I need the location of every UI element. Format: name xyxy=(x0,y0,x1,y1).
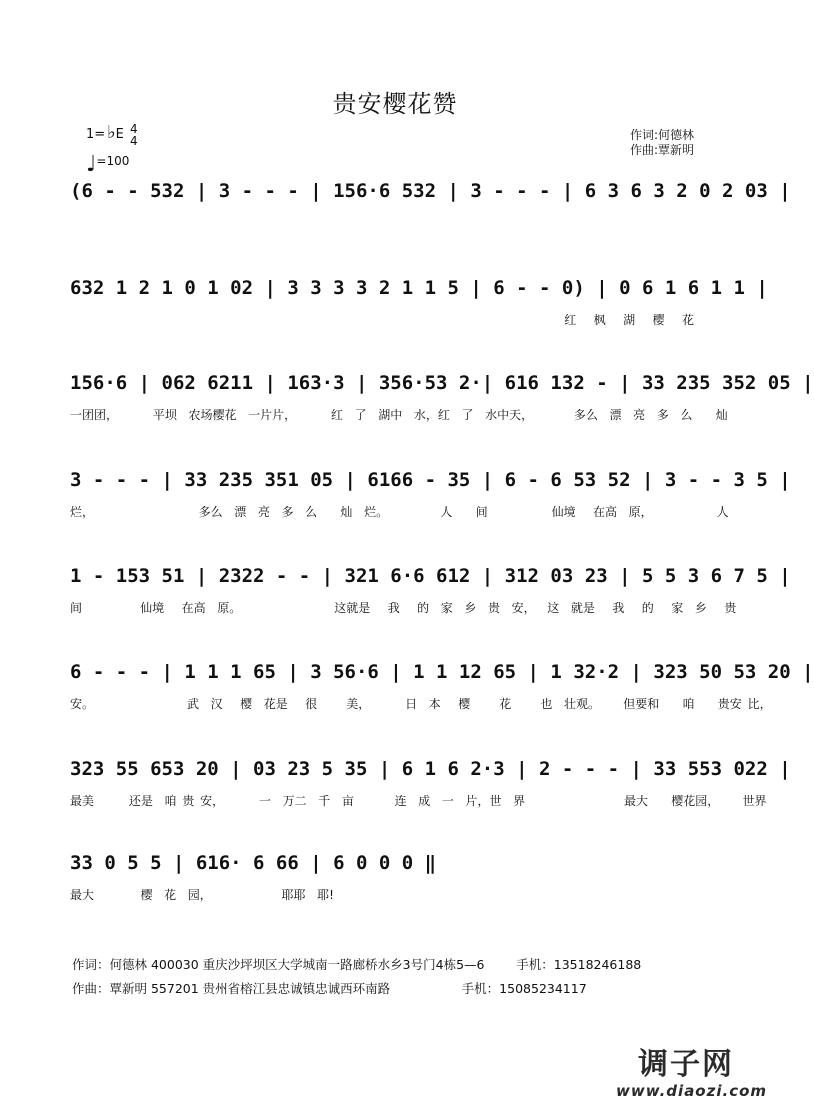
notation-line: 6 - - - | 1 1 1 65 | 3 56·6 | 1 1 12 65 | 1 32·2 | 323 50 53 20 | xyxy=(70,661,814,683)
time-signature-top: 4 xyxy=(130,121,138,136)
score-line-4 xyxy=(70,467,791,521)
lyrics-line xyxy=(70,214,730,232)
lyrics-line: 安。 武 汉 樱 花是 很 美， 日 本 樱 花 也 壮观。 但要和 咱 贵安 比， xyxy=(70,697,772,711)
key-prefix: 1= xyxy=(86,127,106,142)
time-signature xyxy=(130,123,138,147)
score-line-1 xyxy=(70,178,791,232)
lyrics-line: 间 仙境 在高 原。 这就是 我 的 家 乡 贵 安， 这 就是 我 的 家 乡 贵 xyxy=(70,601,737,615)
score-line-8 xyxy=(70,850,730,904)
footer-composer-contact: 作曲：覃新明 557201 贵州省榕江县忠诚镇忠诚西环南路 手机：15085234117 xyxy=(72,981,587,996)
tempo-marking xyxy=(86,152,129,177)
logo-text: 调子网 xyxy=(638,1047,734,1082)
notation-line: 156·6 | 062 6211 | 163·3 | 356·53 2·| 616 132 - | 33 235 352 05 | xyxy=(70,372,814,394)
notation-line: 632 1 2 1 0 1 02 | 3 3 3 3 2 1 1 5 | 6 - - 0) | 0 6 1 6 1 1 | xyxy=(70,277,768,299)
song-title: 贵安樱花赞 xyxy=(332,90,458,118)
lyrics-line: 烂， 多么 漂 亮 多 么 灿 烂。 人 间 仙境 在高 原， 人 xyxy=(70,505,729,519)
score-line-3 xyxy=(70,370,814,424)
tempo-value: =100 xyxy=(96,154,130,168)
notation-line: 33 0 5 5 | 616· 6 66 | 6 0 0 0 ‖ xyxy=(70,852,437,874)
notation-line: 323 55 653 20 | 03 23 5 35 | 6 1 6 2·3 | 2 - - - | 33 553 022 | xyxy=(70,758,791,780)
lyricist-credit: 作词:何德林 xyxy=(630,128,695,142)
notation-line: 3 - - - | 33 235 351 05 | 6166 - 35 | 6 - 6 53 52 | 3 - - 3 5 | xyxy=(70,469,791,491)
score-line-7 xyxy=(70,756,791,810)
notation-line: 1 - 153 51 | 2322 - - | 321 6·6 612 | 312 03 23 | 5 5 3 6 7 5 | xyxy=(70,565,791,587)
site-logo xyxy=(616,1047,768,1100)
lyrics-line: 红 枫 湖 樱 花 xyxy=(70,313,695,327)
composer-credit: 作曲:覃新明 xyxy=(630,143,695,157)
score-line-5 xyxy=(70,563,791,617)
lyrics-line: 最美 还是 咱 贵 安， 一 万二 千 亩 连 成 一 片，世 界 最大 樱花园， 世界 xyxy=(70,794,767,808)
time-signature-bottom: 4 xyxy=(130,133,138,148)
score-line-2 xyxy=(70,275,768,329)
key-signature xyxy=(86,122,138,147)
logo-url: www.diaozi.com xyxy=(616,1082,768,1100)
flat-sign: ♭ xyxy=(107,122,116,143)
footer-lyricist-contact: 作词：何德林 400030 重庆沙坪坝区大学城南一路廊桥水乡3号门4栋5—6 手机：13518246188 xyxy=(72,957,642,972)
notation-line: (6 - - 532 | 3 - - - | 156·6 532 | 3 - - - | 6 3 6 3 2 0 2 03 | xyxy=(70,180,791,202)
lyrics-line: 最大 樱 花 园， 耶耶 耶! xyxy=(70,888,334,902)
lyrics-line: 一团团， 平坝 农场樱花 一片片， 红 了 湖中 水，红 了 水中天， 多么 漂 亮 多 么 灿 xyxy=(70,408,728,422)
score-line-6 xyxy=(70,659,814,713)
quarter-note-icon: ♩ xyxy=(86,152,97,177)
key-letter: E xyxy=(115,127,124,142)
credits xyxy=(630,128,694,158)
